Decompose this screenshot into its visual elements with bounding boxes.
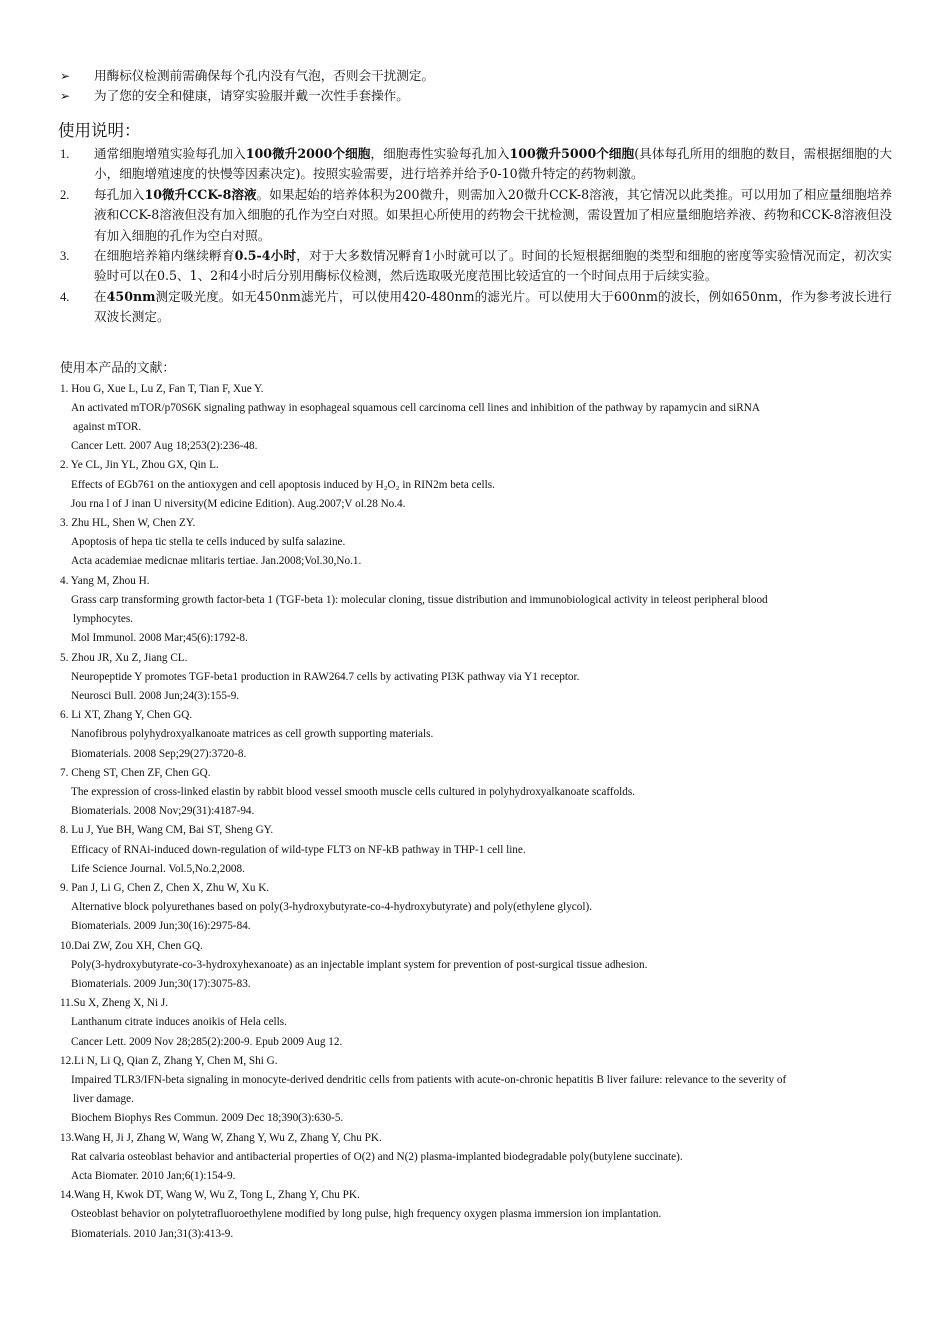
step-text: 每孔加入	[94, 186, 145, 202]
reference-line: Efficacy of RNAi-induced down-regulation of wild-type FLT3 on NF-kB pathway in THP-1 cell line.	[71, 843, 526, 856]
reference-line: lymphocytes.	[73, 613, 133, 626]
reference-line: Biochem Biophys Res Commun. 2009 Dec 18;390(3):630-5.	[71, 1112, 344, 1125]
reference-line: Biomaterials. 2009 Jun;30(17):3075-83.	[71, 977, 251, 990]
note-item	[58, 86, 892, 106]
step-number: 1.	[60, 147, 70, 161]
usage-step	[58, 144, 892, 185]
reference-item	[58, 994, 892, 1052]
step-text: 在细胞培养箱内继续孵育	[94, 248, 235, 264]
reference-line: Acta academiae medicnae mlitaris tertiae. Jan.2008;Vol.30,No.1.	[71, 555, 362, 568]
reference-authors: 1. Hou G, Xue L, Lu Z, Fan T, Tian F, Xue Y.	[60, 382, 264, 395]
reference-line: against mTOR.	[73, 421, 142, 434]
usage-heading: 使用说明：	[58, 121, 141, 140]
step-emphasis: 100微升2000个细胞	[245, 146, 371, 161]
reference-item	[58, 937, 892, 995]
reference-line: Acta Biomater. 2010 Jan;6(1):154-9.	[71, 1169, 236, 1182]
reference-authors: 12.Li N, Li Q, Qian Z, Zhang Y, Chen M, Shi G.	[60, 1054, 278, 1067]
reference-authors: 2. Ye CL, Jin YL, Zhou GX, Qin L.	[60, 459, 219, 472]
reference-line: Rat calvaria osteoblast behavior and antibacterial properties of O(2) and N(2) plasma-implanted biodegradable poly(butylene succinate).	[71, 1150, 683, 1163]
reference-authors: 5. Zhou JR, Xu Z, Jiang CL.	[60, 651, 188, 664]
reference-line: An activated mTOR/p70S6K signaling pathway in esophageal squamous cell carcinoma cell lines and inhibition of the pathway by rapamycin and siRNA	[71, 401, 760, 414]
usage-step	[58, 246, 892, 287]
usage-step	[58, 185, 892, 246]
reference-line: Biomaterials. 2009 Jun;30(16):2975-84.	[71, 920, 251, 933]
reference-line: Osteoblast behavior on polytetrafluoroethylene modified by long pulse, high frequency oxygen plasma immersion ion implantation.	[71, 1208, 662, 1221]
step-text: 。如果起始的培养体积为200微升，则需加入20微升CCK-8溶液，其它情况以此类推。可以用加了相应量细胞培养液和CCK-8溶液但没有加入细胞的孔作为空白对照。如果担心所使用的药物会干扰检测，需设置加了相应量细胞培养液、药物和CCK-8溶液但没有加入细胞的孔作为空白对照。	[94, 186, 892, 243]
reference-line: Biomaterials. 2008 Nov;29(31):4187-94.	[71, 805, 255, 818]
references-heading: 使用本产品的文献：	[60, 360, 176, 376]
reference-item	[58, 706, 892, 764]
step-text: 通常细胞增殖实验每孔加入	[94, 146, 246, 161]
step-text: 在	[94, 288, 107, 304]
step-text: ，细胞毒性实验每孔加入	[370, 146, 510, 161]
reference-line: Neuropeptide Y promotes TGF-beta1 production in RAW264.7 cells by activating PI3K pathway via Y1 receptor.	[71, 670, 580, 683]
note-item	[58, 66, 892, 86]
reference-line: Alternative block polyurethanes based on poly(3-hydroxybutyrate-co-4-hydroxybutyrate) and poly(ethylene glycol).	[71, 901, 592, 914]
step-number: 2.	[60, 187, 70, 202]
reference-item	[58, 764, 892, 822]
notes-list	[58, 66, 892, 106]
step-text: (具体每孔所用的细胞的数目，需根据细胞的大小，细胞增殖速度的快慢等因素决定)。按照实验需要，进行培养并给予0-10微升特定的药物刺激。	[94, 146, 893, 182]
reference-authors: 4. Yang M, Zhou H.	[60, 574, 150, 587]
reference-line: Lanthanum citrate induces anoikis of Hela cells.	[71, 1016, 287, 1029]
note-text: 用酶标仪检测前需确保每个孔内没有气泡，否则会干扰测定。	[94, 68, 435, 83]
reference-line: Biomaterials. 2010 Jan;31(3):413-9.	[71, 1227, 234, 1240]
step-emphasis: 10微升CCK-8溶液	[144, 186, 257, 202]
reference-line: Cancer Lett. 2007 Aug 18;253(2):236-48.	[71, 440, 258, 453]
reference-authors: 14.Wang H, Kwok DT, Wang W, Wu Z, Tong L, Zhang Y, Chu PK.	[60, 1189, 360, 1202]
reference-authors: 7. Cheng ST, Chen ZF, Chen GQ.	[60, 766, 211, 779]
step-number: 3.	[60, 249, 70, 264]
reference-line: liver damage.	[73, 1093, 134, 1106]
reference-line: Effects of EGb761 on the antioxygen and cell apoptosis induced by H₂O₂ in RIN2m beta cells.	[71, 478, 495, 491]
reference-item	[58, 1052, 892, 1129]
reference-item	[58, 1129, 892, 1187]
reference-item	[58, 649, 892, 707]
step-number: 4.	[60, 289, 70, 304]
arrow-bullet-icon: ➢	[60, 69, 71, 83]
reference-item	[58, 456, 892, 514]
step-emphasis: 0.5-4小时	[234, 248, 297, 264]
reference-line: Apoptosis of hepa tic stella te cells induced by sulfa salazine.	[71, 536, 346, 549]
reference-line: Poly(3-hydroxybutyrate-co-3-hydroxyhexanoate) as an injectable implant system for prevention of post-surgical tissue adhesion.	[71, 958, 648, 971]
reference-item	[58, 380, 892, 457]
usage-steps	[58, 144, 892, 328]
reference-authors: 8. Lu J, Yue BH, Wang CM, Bai ST, Sheng GY.	[60, 824, 274, 837]
reference-line: The expression of cross-linked elastin by rabbit blood vessel smooth muscle cells cultured in polyhydroxyalkanoate scaffolds.	[71, 785, 636, 798]
reference-line: Cancer Lett. 2009 Nov 28;285(2):200-9. Epub 2009 Aug 12.	[71, 1035, 343, 1048]
step-emphasis: 100微升5000个细胞	[509, 146, 635, 161]
arrow-bullet-icon: ➢	[60, 89, 71, 103]
reference-item	[58, 821, 892, 879]
reference-item	[58, 879, 892, 937]
reference-authors: 13.Wang H, Ji J, Zhang W, Wang W, Zhang Y, Wu Z, Zhang Y, Chu PK.	[60, 1131, 382, 1144]
step-text: ，对于大多数情况孵育1小时就可以了。时间的长短根据细胞的类型和细胞的密度等实验情况而定，初次实验时可以在0.5、1、2和4小时后分别用酶标仪检测，然后选取吸光度范围比较适宜的一个时间点用于后续实验。	[94, 248, 892, 284]
note-text: 为了您的安全和健康，请穿实验服并戴一次性手套操作。	[94, 88, 409, 103]
reference-authors: 6. Li XT, Zhang Y, Chen GQ.	[60, 709, 193, 722]
reference-line: Neurosci Bull. 2008 Jun;24(3):155-9.	[71, 689, 240, 702]
reference-authors: 10.Dai ZW, Zou XH, Chen GQ.	[60, 939, 203, 952]
usage-step	[58, 287, 892, 328]
reference-line: Grass carp transforming growth factor-beta 1 (TGF-beta 1): molecular cloning, tissue distribution and immunobiological activity in teleost peripheral blood	[71, 593, 768, 606]
reference-authors: 9. Pan J, Li G, Chen Z, Chen X, Zhu W, Xu K.	[60, 881, 270, 894]
reference-authors: 11.Su X, Zheng X, Ni J.	[60, 997, 169, 1010]
reference-item	[58, 572, 892, 649]
reference-line: Nanofibrous polyhydroxyalkanoate matrices as cell growth supporting materials.	[71, 728, 434, 741]
reference-authors: 3. Zhu HL, Shen W, Chen ZY.	[60, 517, 196, 530]
references-list	[58, 380, 892, 1244]
reference-line: Mol Immunol. 2008 Mar;45(6):1792-8.	[71, 632, 248, 645]
reference-line: Life Science Journal. Vol.5,No.2,2008.	[71, 862, 245, 875]
reference-item	[58, 1186, 892, 1244]
reference-line: Jou rna l of J inan U niversity(M edicine Edition). Aug.2007;V ol.28 No.4.	[71, 497, 406, 510]
step-emphasis: 450nm	[106, 288, 156, 304]
reference-line: Biomaterials. 2008 Sep;29(27):3720-8.	[71, 747, 247, 760]
reference-item	[58, 514, 892, 572]
step-text: 测定吸光度。如无450nm滤光片，可以使用420-480nm的滤光片。可以使用大于600nm的波长，例如650nm，作为参考波长进行双波长测定。	[94, 288, 893, 325]
reference-line: Impaired TLR3/IFN-beta signaling in monocyte-derived dendritic cells from patients with acute-on-chronic hepatitis B liver failure: relevance to the severity of	[71, 1073, 787, 1086]
